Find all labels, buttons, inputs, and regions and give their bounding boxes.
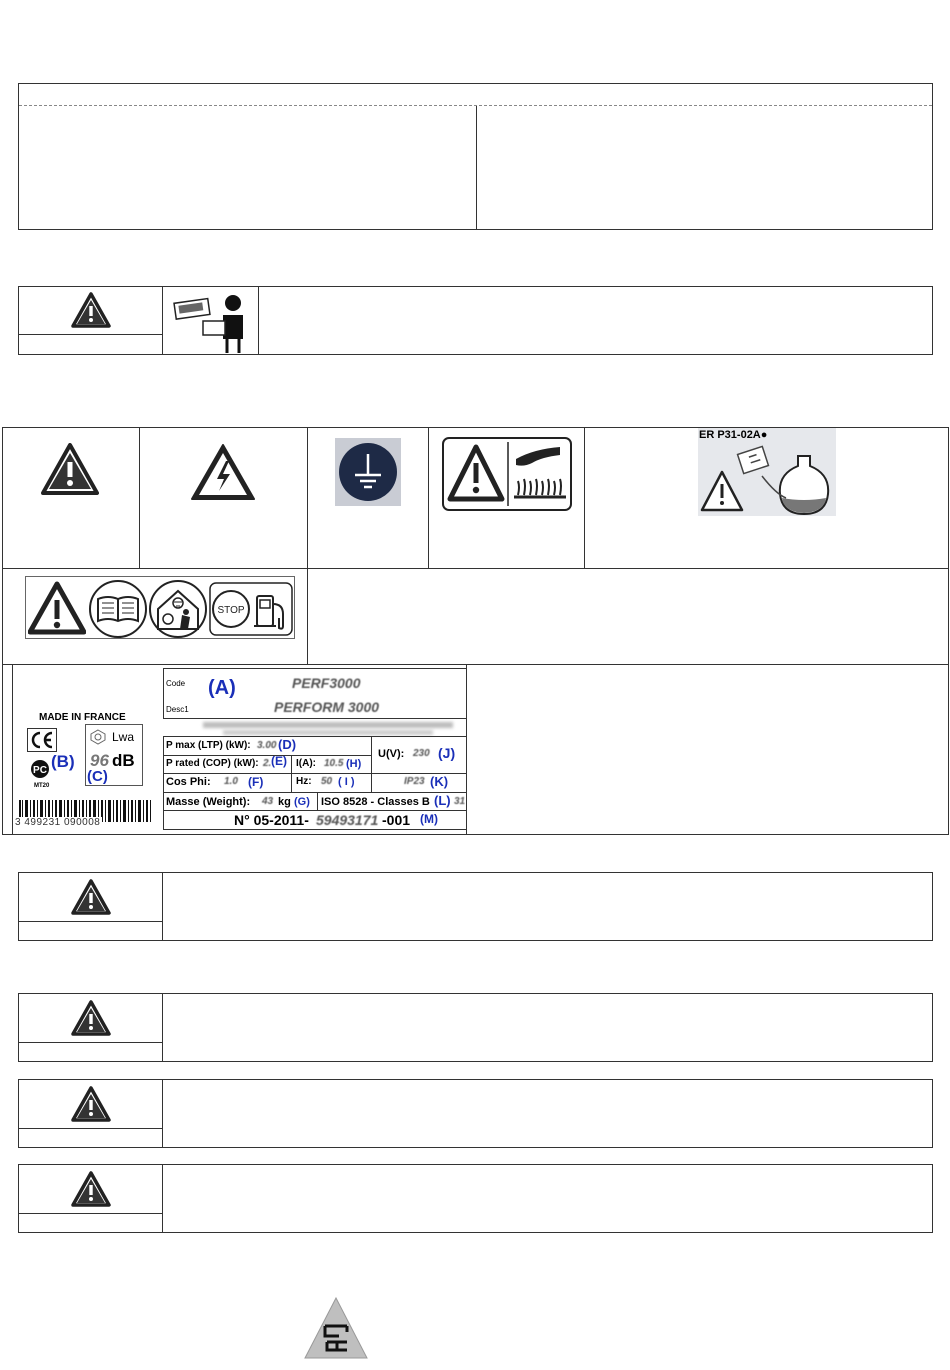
specs-col-rule bbox=[371, 737, 372, 792]
warning-triangle-icon bbox=[41, 443, 99, 495]
mark-i: ( I ) bbox=[338, 776, 355, 788]
iso-label: ISO 8528 - Classes B bbox=[321, 796, 430, 808]
warning-block-3-footer-cell bbox=[19, 1043, 163, 1062]
mark-f: (F) bbox=[248, 775, 264, 789]
operator-pictogram-cell bbox=[163, 287, 259, 355]
operator-reading-panel-icon bbox=[171, 291, 251, 353]
serial-suffix: -001 bbox=[382, 812, 411, 828]
db-value: 96 bbox=[90, 751, 109, 770]
electric-hazard-icon bbox=[190, 443, 256, 501]
ip-value: IP23 bbox=[404, 776, 425, 787]
stop-engine-refuel-icon bbox=[209, 582, 293, 636]
specs-row-rule bbox=[164, 755, 371, 756]
blurred-address-line bbox=[223, 730, 433, 735]
specs-row-rule bbox=[164, 773, 466, 774]
warning-block-2-footer-cell bbox=[19, 922, 163, 941]
db-unit: dB bbox=[112, 751, 135, 770]
desc-value: PERFORM 3000 bbox=[274, 699, 380, 715]
warning-block-1-icon-cell bbox=[19, 287, 163, 335]
serial-row bbox=[163, 811, 467, 830]
specs-col-rule bbox=[291, 755, 292, 792]
grid-row-rule bbox=[3, 568, 948, 569]
mark-e: (E) bbox=[271, 754, 287, 768]
oil-level-icon bbox=[698, 442, 836, 516]
warning-block-5 bbox=[18, 1164, 933, 1233]
grid-divider bbox=[307, 569, 308, 664]
safety-pictogram-strip bbox=[25, 576, 295, 639]
warning-block-5-footer-cell bbox=[19, 1214, 163, 1233]
voltage-label: U(V): bbox=[378, 748, 405, 760]
code-label: Code bbox=[166, 679, 186, 688]
mark-k: (K) bbox=[430, 774, 449, 789]
pmax-value: 3.00 bbox=[257, 740, 277, 751]
mark-c: (C) bbox=[87, 768, 108, 785]
warning-triangle-icon bbox=[71, 1171, 111, 1207]
voltage-value: 230 bbox=[413, 748, 430, 759]
warning-triangle-icon bbox=[71, 1086, 111, 1122]
recycling-symbol-icon bbox=[303, 1296, 369, 1360]
mark-d: (D) bbox=[278, 737, 297, 752]
warning-block-2 bbox=[18, 872, 933, 941]
svg-text:STOP: STOP bbox=[217, 605, 245, 616]
cosphi-value: 1.0 bbox=[224, 776, 238, 787]
pct-mark-icon bbox=[29, 759, 51, 779]
mark-h: (H) bbox=[346, 758, 362, 770]
warning-block-3-icon-cell bbox=[19, 994, 163, 1043]
mark-a: (A) bbox=[208, 677, 236, 699]
code-value: PERF3000 bbox=[292, 675, 361, 691]
warning-triangle-icon bbox=[71, 879, 111, 915]
grid-divider bbox=[428, 428, 429, 569]
warning-block-5-icon-cell bbox=[19, 1165, 163, 1214]
warning-triangle-icon bbox=[28, 581, 86, 635]
warning-block-3 bbox=[18, 993, 933, 1062]
mark-j: (J) bbox=[438, 745, 456, 761]
desc-label: Desc1 bbox=[166, 705, 189, 714]
oil-label bbox=[698, 428, 836, 516]
specs-table bbox=[163, 736, 467, 793]
warning-block-2-icon-cell bbox=[19, 873, 163, 922]
mark-l: (L) bbox=[434, 793, 451, 808]
mark-g: (G) bbox=[294, 796, 310, 808]
header-table bbox=[18, 83, 933, 230]
sound-power-icon bbox=[90, 729, 106, 745]
mass-label: Masse (Weight): bbox=[166, 796, 251, 808]
hz-label: Hz: bbox=[296, 776, 312, 787]
header-column-divider bbox=[476, 106, 477, 230]
earth-ground-icon bbox=[335, 438, 401, 506]
oil-label-code: ER P31-02A● bbox=[699, 429, 768, 441]
barcode-number: 3 499231 090008 bbox=[15, 817, 101, 828]
mt-label: MT20 bbox=[34, 783, 50, 789]
svg-text:PC: PC bbox=[33, 765, 47, 776]
mass-row bbox=[163, 793, 467, 811]
serial-mid: 59493171 bbox=[316, 812, 379, 828]
pmax-label: P max (LTP) (kW): bbox=[166, 740, 251, 751]
mass-col-rule bbox=[317, 793, 318, 810]
grid-divider bbox=[584, 428, 585, 569]
mass-unit: kg bbox=[278, 796, 291, 808]
made-in-label: MADE IN FRANCE bbox=[39, 712, 126, 723]
mark-m: (M) bbox=[420, 812, 438, 826]
cosphi-label: Cos Phi: bbox=[166, 776, 211, 788]
pictogram-grid bbox=[2, 427, 949, 835]
ce-mark-icon bbox=[27, 728, 57, 752]
current-label: I(A): bbox=[296, 758, 316, 769]
prated-value: 2. bbox=[263, 758, 272, 769]
warning-block-4 bbox=[18, 1079, 933, 1148]
code-box bbox=[163, 668, 467, 719]
read-manual-icon bbox=[88, 579, 148, 639]
warning-triangle-icon bbox=[71, 1000, 111, 1036]
mark-b: (B) bbox=[51, 752, 75, 771]
iso-value: 31 bbox=[454, 796, 466, 807]
rating-plate bbox=[12, 664, 466, 835]
warning-block-4-icon-cell bbox=[19, 1080, 163, 1129]
warning-block-4-footer-cell bbox=[19, 1129, 163, 1148]
current-value: 10.5 bbox=[324, 758, 344, 769]
hot-surface-icon bbox=[442, 437, 572, 511]
blurred-address-line bbox=[203, 722, 453, 728]
warning-block-1 bbox=[18, 286, 933, 355]
grid-divider bbox=[307, 428, 308, 569]
lwa-label: Lwa bbox=[112, 730, 135, 744]
warning-triangle-icon bbox=[71, 292, 111, 328]
mass-value: 43 bbox=[262, 796, 274, 807]
grid-divider bbox=[139, 428, 140, 569]
warning-block-1-footer-cell bbox=[19, 335, 163, 355]
prated-label: P rated (COP) (kW): bbox=[166, 758, 259, 769]
no-indoor-use-icon bbox=[148, 579, 208, 639]
serial-prefix: N° 05-2011- bbox=[234, 812, 309, 828]
hz-value: 50 bbox=[321, 776, 333, 787]
